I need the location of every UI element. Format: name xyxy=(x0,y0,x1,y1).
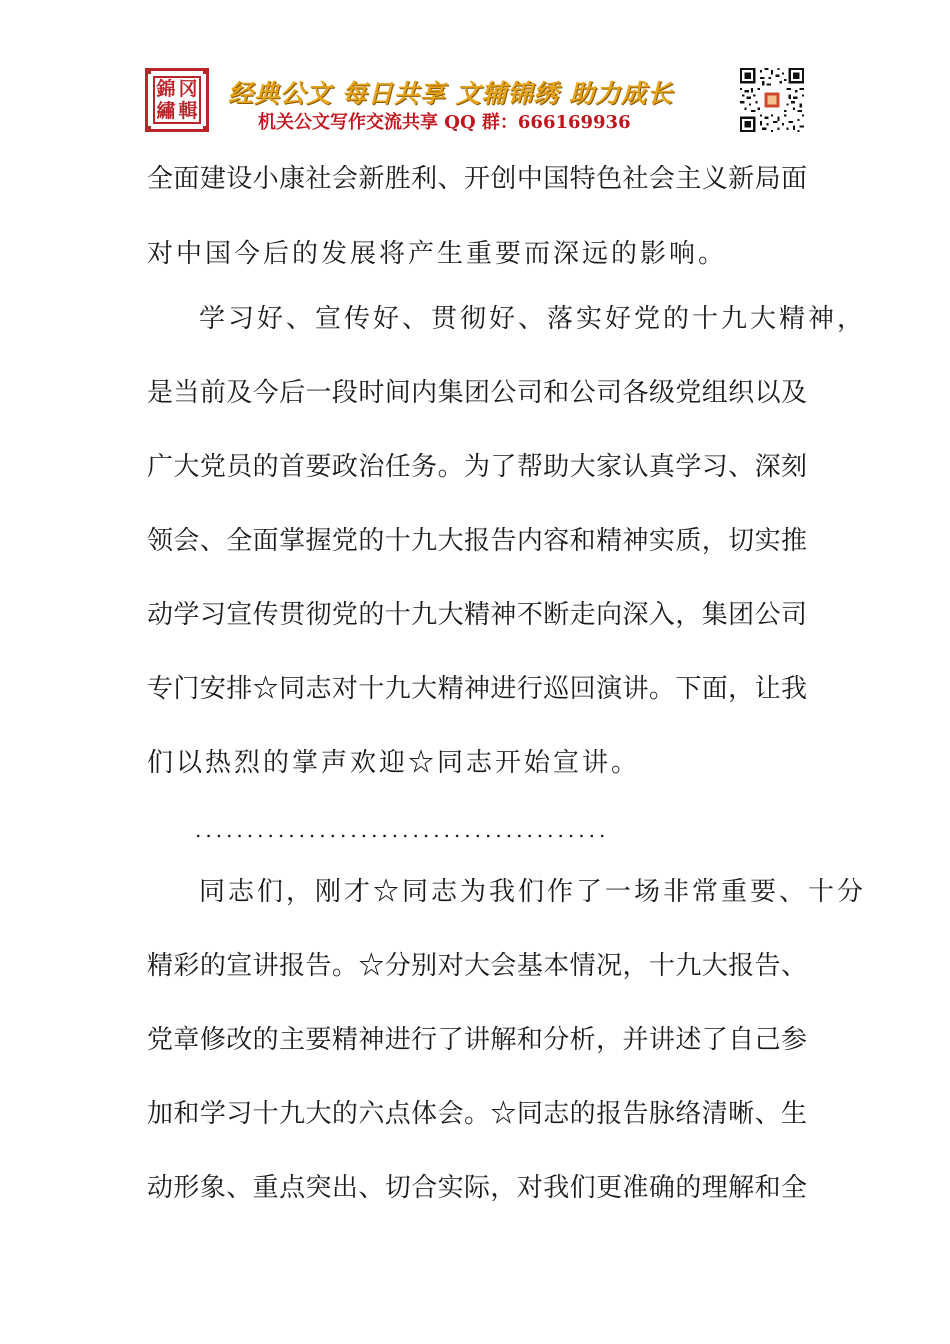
body-line: 加和学习十九大的六点体会。☆同志的报告脉络清晰、生 xyxy=(147,1099,807,1129)
paragraph-start-line: 同志们，刚才☆同志为我们作了一场非常重要、十分 xyxy=(199,877,867,907)
body-line: 是当前及今后一段时间内集团公司和公司各级党组织以及 xyxy=(147,378,807,408)
document-header xyxy=(0,0,950,150)
body-line: 对中国今后的发展将产生重要而深远的影响。 xyxy=(147,239,728,269)
seal-char: 冈 xyxy=(178,77,198,100)
qq-group-line: 机关公文写作交流共享 QQ 群：666169936 xyxy=(258,112,631,133)
header-slogan: 经典公文 每日共享 文辅锦绣 助力成长 xyxy=(228,79,674,108)
paragraph-start-line: 学习好、宣传好、贯彻好、落实好党的十九大精神， xyxy=(199,304,867,334)
section-separator: ........................................ xyxy=(195,818,610,842)
seal-logo-icon xyxy=(145,68,209,132)
seal-char: 輯 xyxy=(178,99,198,122)
body-line: 动形象、重点突出、切合实际，对我们更准确的理解和全 xyxy=(147,1173,807,1203)
body-line: 精彩的宣讲报告。☆分别对大会基本情况，十九大报告、 xyxy=(147,951,807,981)
seal-char: 繡 xyxy=(156,99,176,122)
seal-char: 錦 xyxy=(156,77,176,100)
body-line: 们以热烈的掌声欢迎☆同志开始宣讲。 xyxy=(147,748,641,778)
body-line: 党章修改的主要精神进行了讲解和分析，并讲述了自己参 xyxy=(147,1025,807,1055)
qr-code-icon xyxy=(740,68,804,132)
body-line: 专门安排☆同志对十九大精神进行巡回演讲。下面，让我 xyxy=(147,674,807,704)
body-line: 广大党员的首要政治任务。为了帮助大家认真学习、深刻 xyxy=(147,452,807,482)
body-line: 领会、全面掌握党的十九大报告内容和精神实质，切实推 xyxy=(147,526,807,556)
body-line: 动学习宣传贯彻党的十九大精神不断走向深入，集团公司 xyxy=(147,600,807,630)
body-line: 全面建设小康社会新胜利、开创中国特色社会主义新局面 xyxy=(147,164,807,194)
